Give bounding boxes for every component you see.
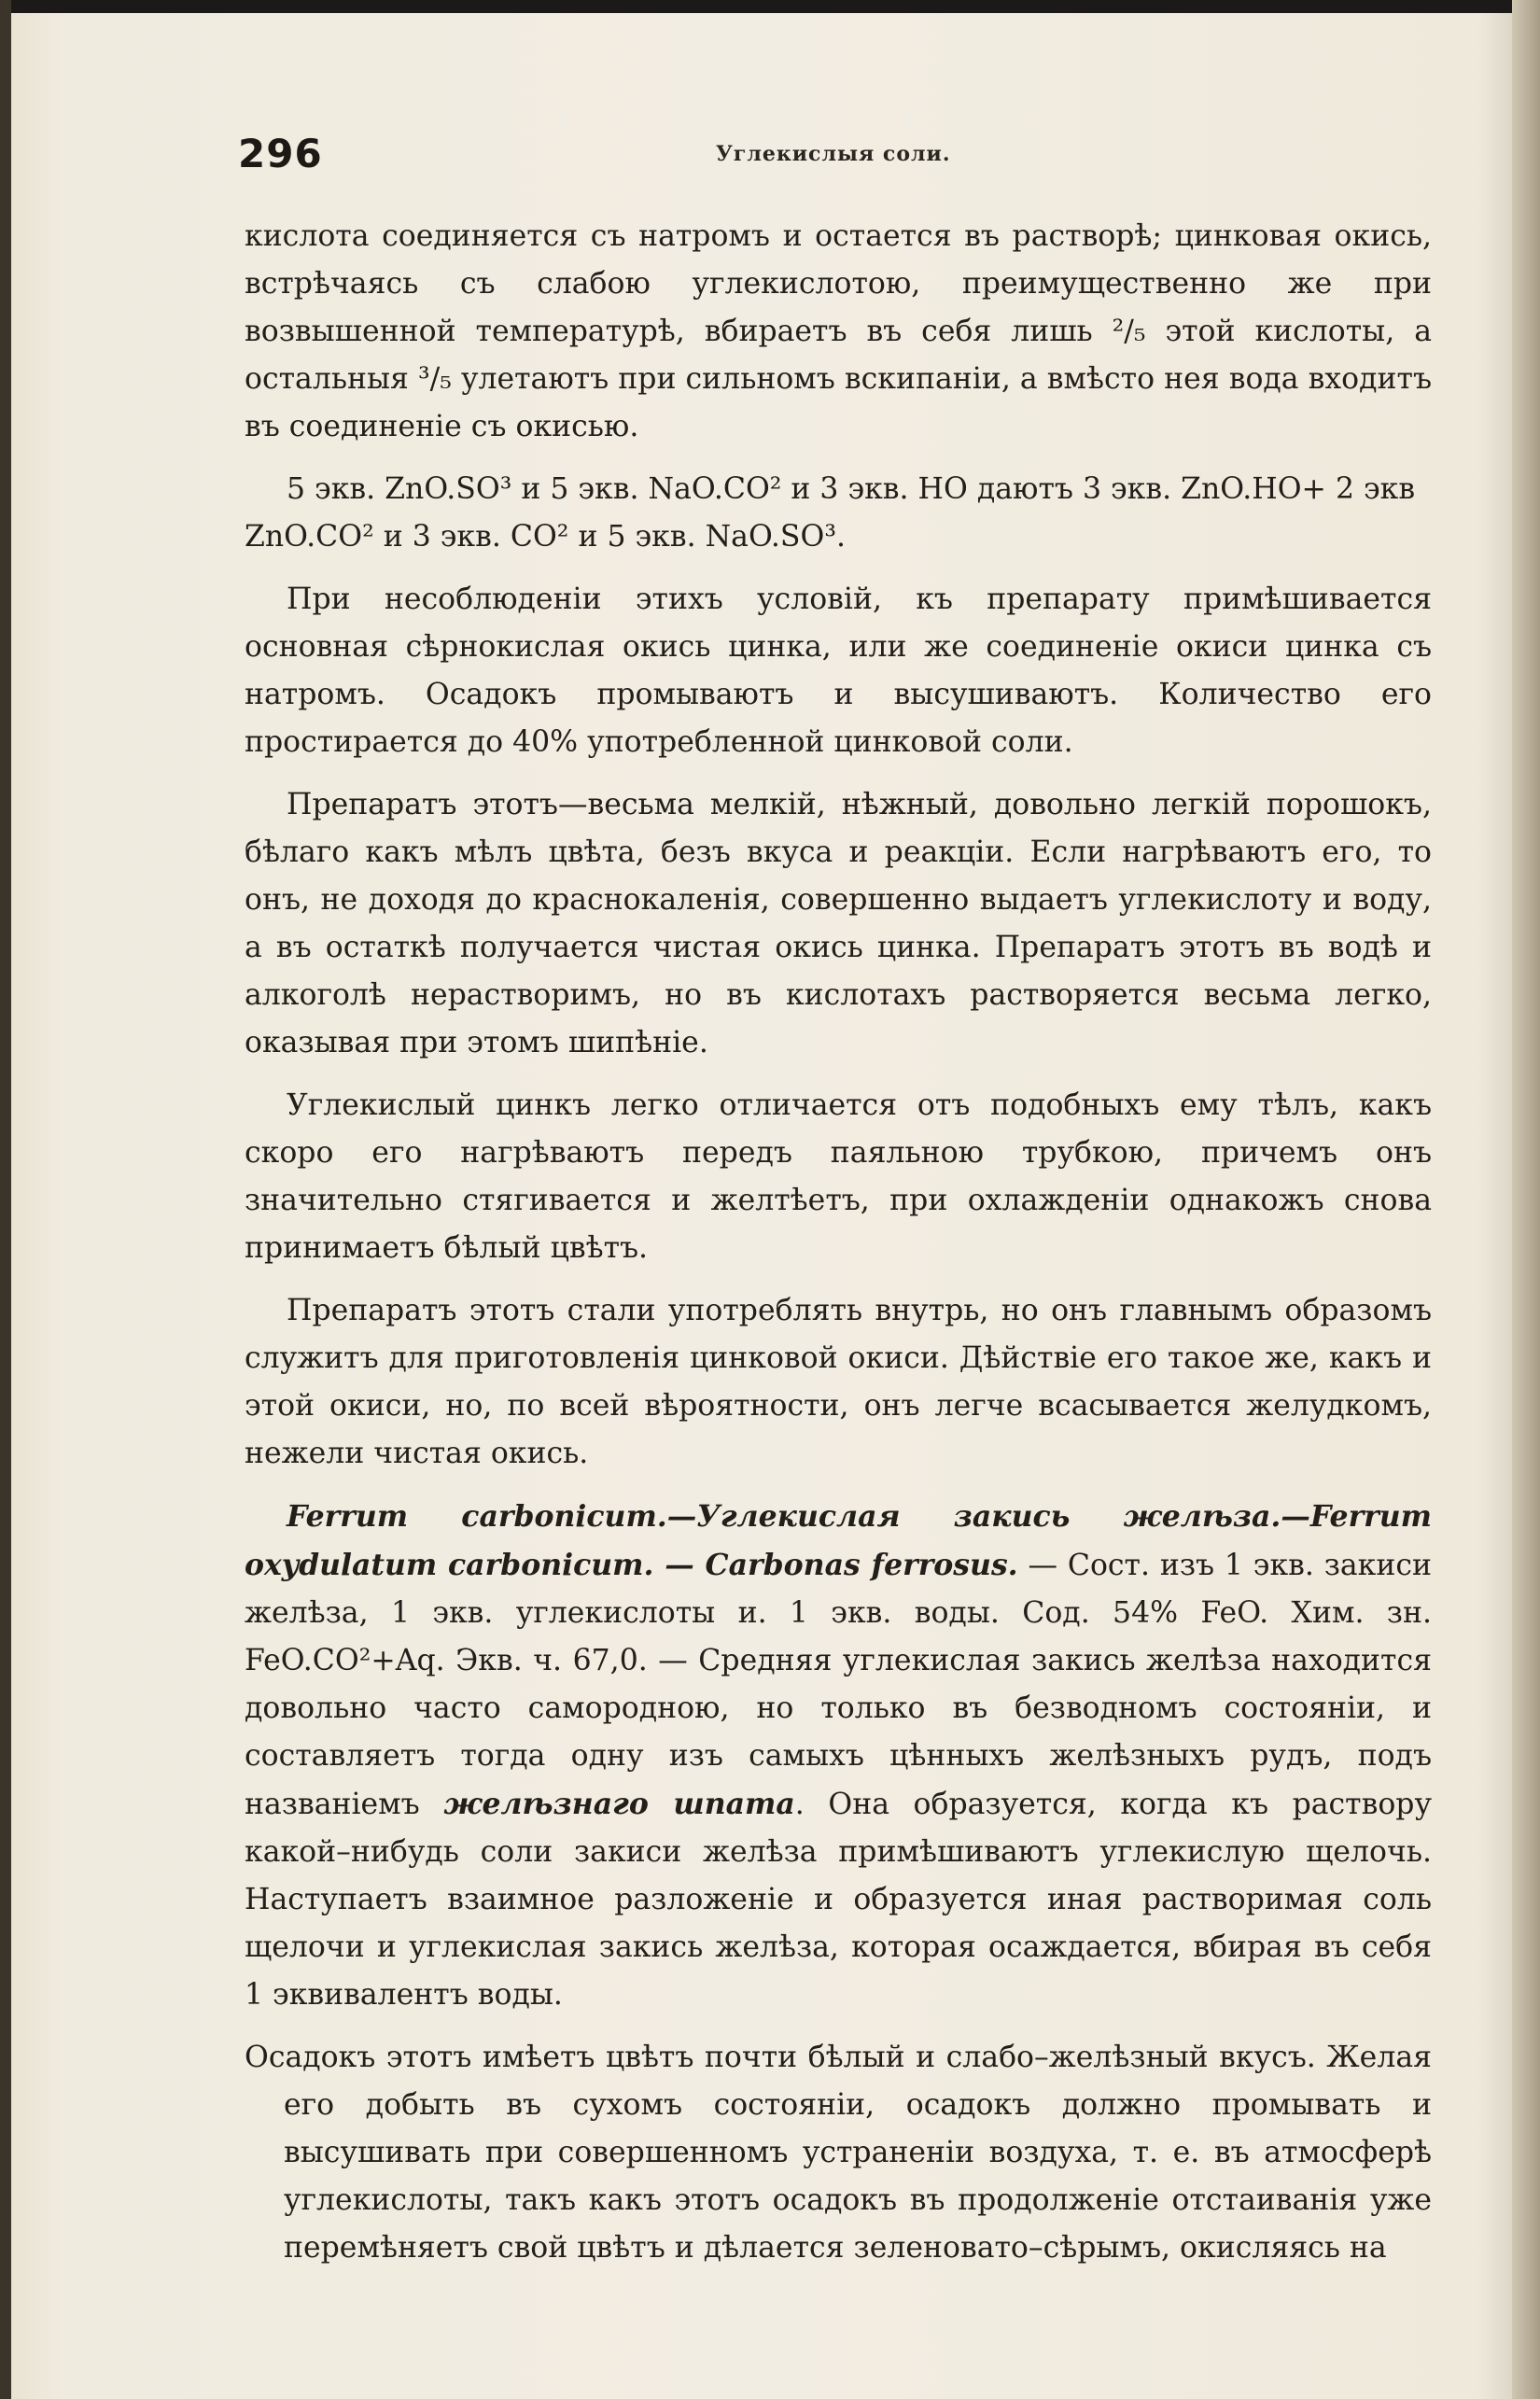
page-header (238, 131, 1433, 187)
ferrum-term: желѣзнаго шпата (443, 1787, 795, 1821)
paragraph-conditions: При несоблюденіи этихъ условій, къ препарату примѣшивается основная сѣрнокислая окись цинка, или же соединеніе окиси цинка съ натромъ. Осадокъ промываютъ и высушиваютъ. Количество его простирается до 40% употребленной цинковой соли. (245, 582, 1432, 759)
body-text (245, 213, 1432, 2287)
ferrum-title: Ferrum carbonicum.—Углекислая закись желѣза.—Ferrum oxydulatum carbonicum. — Carbonas ferrosus. (245, 1499, 1432, 1582)
reaction-formula: 5 экв. ZnO.SO³ и 5 экв. NaO.CO² и 3 экв. HO даютъ 3 экв. ZnO.HO+ 2 экв ZnO.CO² и 3 экв. CO² и 5 экв. NaO.SO³. (245, 472, 1416, 554)
paragraph-continuation: кислота соединяется съ натромъ и остается въ растворѣ; цинковая окись, встрѣчаясь съ слабою углекислотою, преимущественно же при возвышенной температурѣ, вбираетъ въ себя лишь ²/₅ этой кислоты, а остальныя ³/₅ улетаютъ при сильномъ вскипаніи, а вмѣсто нея вода входитъ въ соединеніе съ окисью. (245, 219, 1432, 443)
ferrum-text-b: . Она образуется, когда къ раствору какой–нибудь соли закиси желѣза примѣшиваютъ углекислую щелочь. Наступаетъ взаимное разложеніе и образуется иная растворимая соль щелочи и углекислая закись желѣза, которая осаждается, вбирая въ себя 1 эквивалентъ воды. (245, 1788, 1432, 2012)
ferrum-text-a: — Сост. изъ 1 экв. закиси желѣза, 1 экв. углекислоты и. 1 экв. воды. Сод. 54% FeO. Хим. зн. FeO.CO²+Aq. Экв. ч. 67,0. — Средняя углекислая закись желѣза находится довольно часто самородною, но только въ безводномъ состояніи, и составляетъ тогда одну изъ самыхъ цѣнныхъ желѣзныхъ рудъ, подъ названіемъ (245, 1549, 1433, 1821)
scan-left-edge (0, 0, 11, 2399)
scan-right-edge (1512, 0, 1540, 2399)
page-number: 296 (238, 131, 323, 176)
paragraph-ferrum-carbonicum (245, 1493, 1432, 2019)
scan-top-edge (0, 0, 1540, 13)
paragraph-precipitate: Осадокъ этотъ имѣетъ цвѣтъ почти бѣлый и слабо–желѣзный вкусъ. Желая его добыть въ сухомъ состояніи, осадокъ должно промывать и высушивать при совершенномъ устраненіи воздуха, т. е. въ атмосферѣ углекислоты, такъ какъ этотъ осадокъ въ продолженіе отстаиванія уже перемѣняетъ свой цвѣтъ и дѣлается зеленовато–сѣрымъ, окисляясь на (245, 2041, 1432, 2265)
running-head: Углекислыя соли. (716, 142, 951, 166)
paragraph-properties: Препаратъ этотъ—весьма мелкій, нѣжный, довольно легкій порошокъ, бѣлаго какъ мѣлъ цвѣта, безъ вкуса и реакціи. Если нагрѣваютъ его, то онъ, не доходя до краснокаленія, совершенно выдаетъ углекислоту и воду, а въ остаткѣ получается чистая окись цинка. Препаратъ этотъ въ водѣ и алкоголѣ нерастворимъ, но въ кислотахъ растворяется весьма легко, оказывая при этомъ шипѣніе. (245, 788, 1432, 1059)
paragraph-usage: Препаратъ этотъ стали употреблять внутрь, но онъ главнымъ образомъ служитъ для приготовленія цинковой окиси. Дѣйствіе его такое же, какъ и этой окиси, но, по всей вѣроятности, онъ легче всасывается желудкомъ, нежели чистая окись. (245, 1294, 1432, 1470)
paragraph-identification: Углекислый цинкъ легко отличается отъ подобныхъ ему тѣлъ, какъ скоро его нагрѣваютъ передъ паяльною трубкою, причемъ онъ значительно стягивается и желтѣетъ, при охлажденіи однакожъ снова принимаетъ бѣлый цвѣтъ. (245, 1088, 1432, 1265)
